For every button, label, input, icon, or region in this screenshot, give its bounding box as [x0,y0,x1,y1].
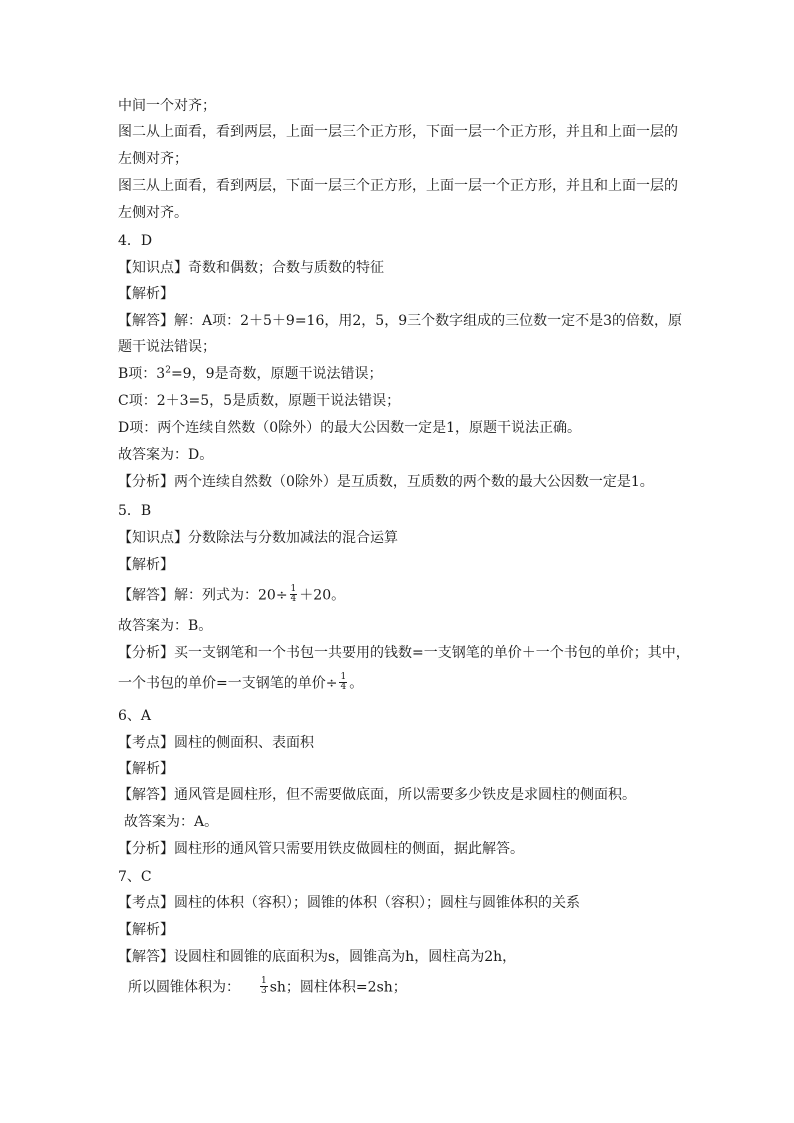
answer-line: 故答案为：D。 [118,447,214,463]
solution-line: 题干说法错误； [118,339,216,355]
solution-line [118,365,382,383]
knowledge-point: 【知识点】奇数和偶数；合数与质数的特征 [118,260,384,276]
text-line: 左侧对齐； [118,151,188,167]
exam-point: 【考点】圆柱的侧面积、表面积 [118,735,314,751]
question-5-answer: 5．B [118,503,152,519]
text: ＋20。 [299,587,346,604]
solution-line [118,586,345,605]
analysis-heading: 【解析】 [118,922,174,938]
text-line: 左侧对齐。 [118,205,188,221]
answer-line: 故答案为：A。 [124,814,219,830]
solution-line: C项：2＋3=5，5是质数，原题干说法错误； [118,393,401,409]
analysis-line [118,674,363,693]
fraction-numerator: 1 [290,584,297,594]
text: =9，9是奇数，原题干说法错误； [170,366,383,382]
solution-line: 【解答】解：A项：2＋5＋9=16，用2，5，9三个数字组成的三位数一定不是3的倍数，原 [118,313,683,329]
question-7-answer: 7、C [118,869,152,885]
fraction-numerator: 1 [261,976,267,986]
text: 一个书包的单价=一支钢笔的单价÷ [118,675,338,692]
fraction-denominator: 4 [290,594,297,604]
analysis-line: 【分析】圆柱形的通风管只需要用铁皮做圆柱的侧面，据此解答。 [118,841,524,857]
question-4-answer: 4．D [118,233,153,249]
answer-line: 故答案为：B。 [118,618,213,634]
fraction [339,673,347,692]
analysis-heading: 【解析】 [118,286,174,302]
superscript: 2 [165,365,171,376]
fraction [260,977,268,996]
text-line: 图三从上面看，看到两层，下面一层三个正方形，上面一层一个正方形，并且和上面一层的 [118,178,678,194]
solution-line: D项：两个连续自然数（0除外）的最大公因数一定是1，原题干说法正确。 [118,420,582,436]
solution-line: 【解答】设圆柱和圆锥的底面积为s，圆锥高为h，圆柱高为2h， [118,949,517,965]
text: B项：3 [118,366,166,382]
text: 所以圆锥体积为： [128,979,240,996]
text: sh；圆柱体积=2sh； [269,979,407,996]
analysis-heading: 【解析】 [118,761,174,777]
question-6-answer: 6、A [118,708,152,724]
solution-line [128,978,407,997]
text-line: 图二从上面看，看到两层，上面一层三个正方形，下面一层一个正方形，并且和上面一层的 [118,124,678,140]
fraction [290,585,298,604]
text-line: 中间一个对齐； [118,98,216,114]
fraction-denominator: 3 [261,986,267,996]
fraction-denominator: 4 [340,682,347,692]
analysis-line: 【分析】两个连续自然数（0除外）是互质数，互质数的两个数的最大公因数一定是1。 [118,474,654,490]
solution-line: 【解答】通风管是圆柱形，但不需要做底面，所以需要多少铁皮是求圆柱的侧面积。 [118,787,636,803]
knowledge-point: 【知识点】分数除法与分数加减法的混合运算 [118,530,398,546]
analysis-heading: 【解析】 [118,557,174,573]
text: 【解答】解：列式为：20÷ [118,587,288,604]
exam-point: 【考点】圆柱的体积（容积）；圆锥的体积（容积）；圆柱与圆锥体积的关系 [118,895,580,911]
fraction-numerator: 1 [340,672,347,682]
text: 。 [349,675,364,692]
analysis-line: 【分析】买一支钢笔和一个书包一共要用的钱数=一支钢笔的单价＋一个书包的单价；其中， [118,645,690,661]
